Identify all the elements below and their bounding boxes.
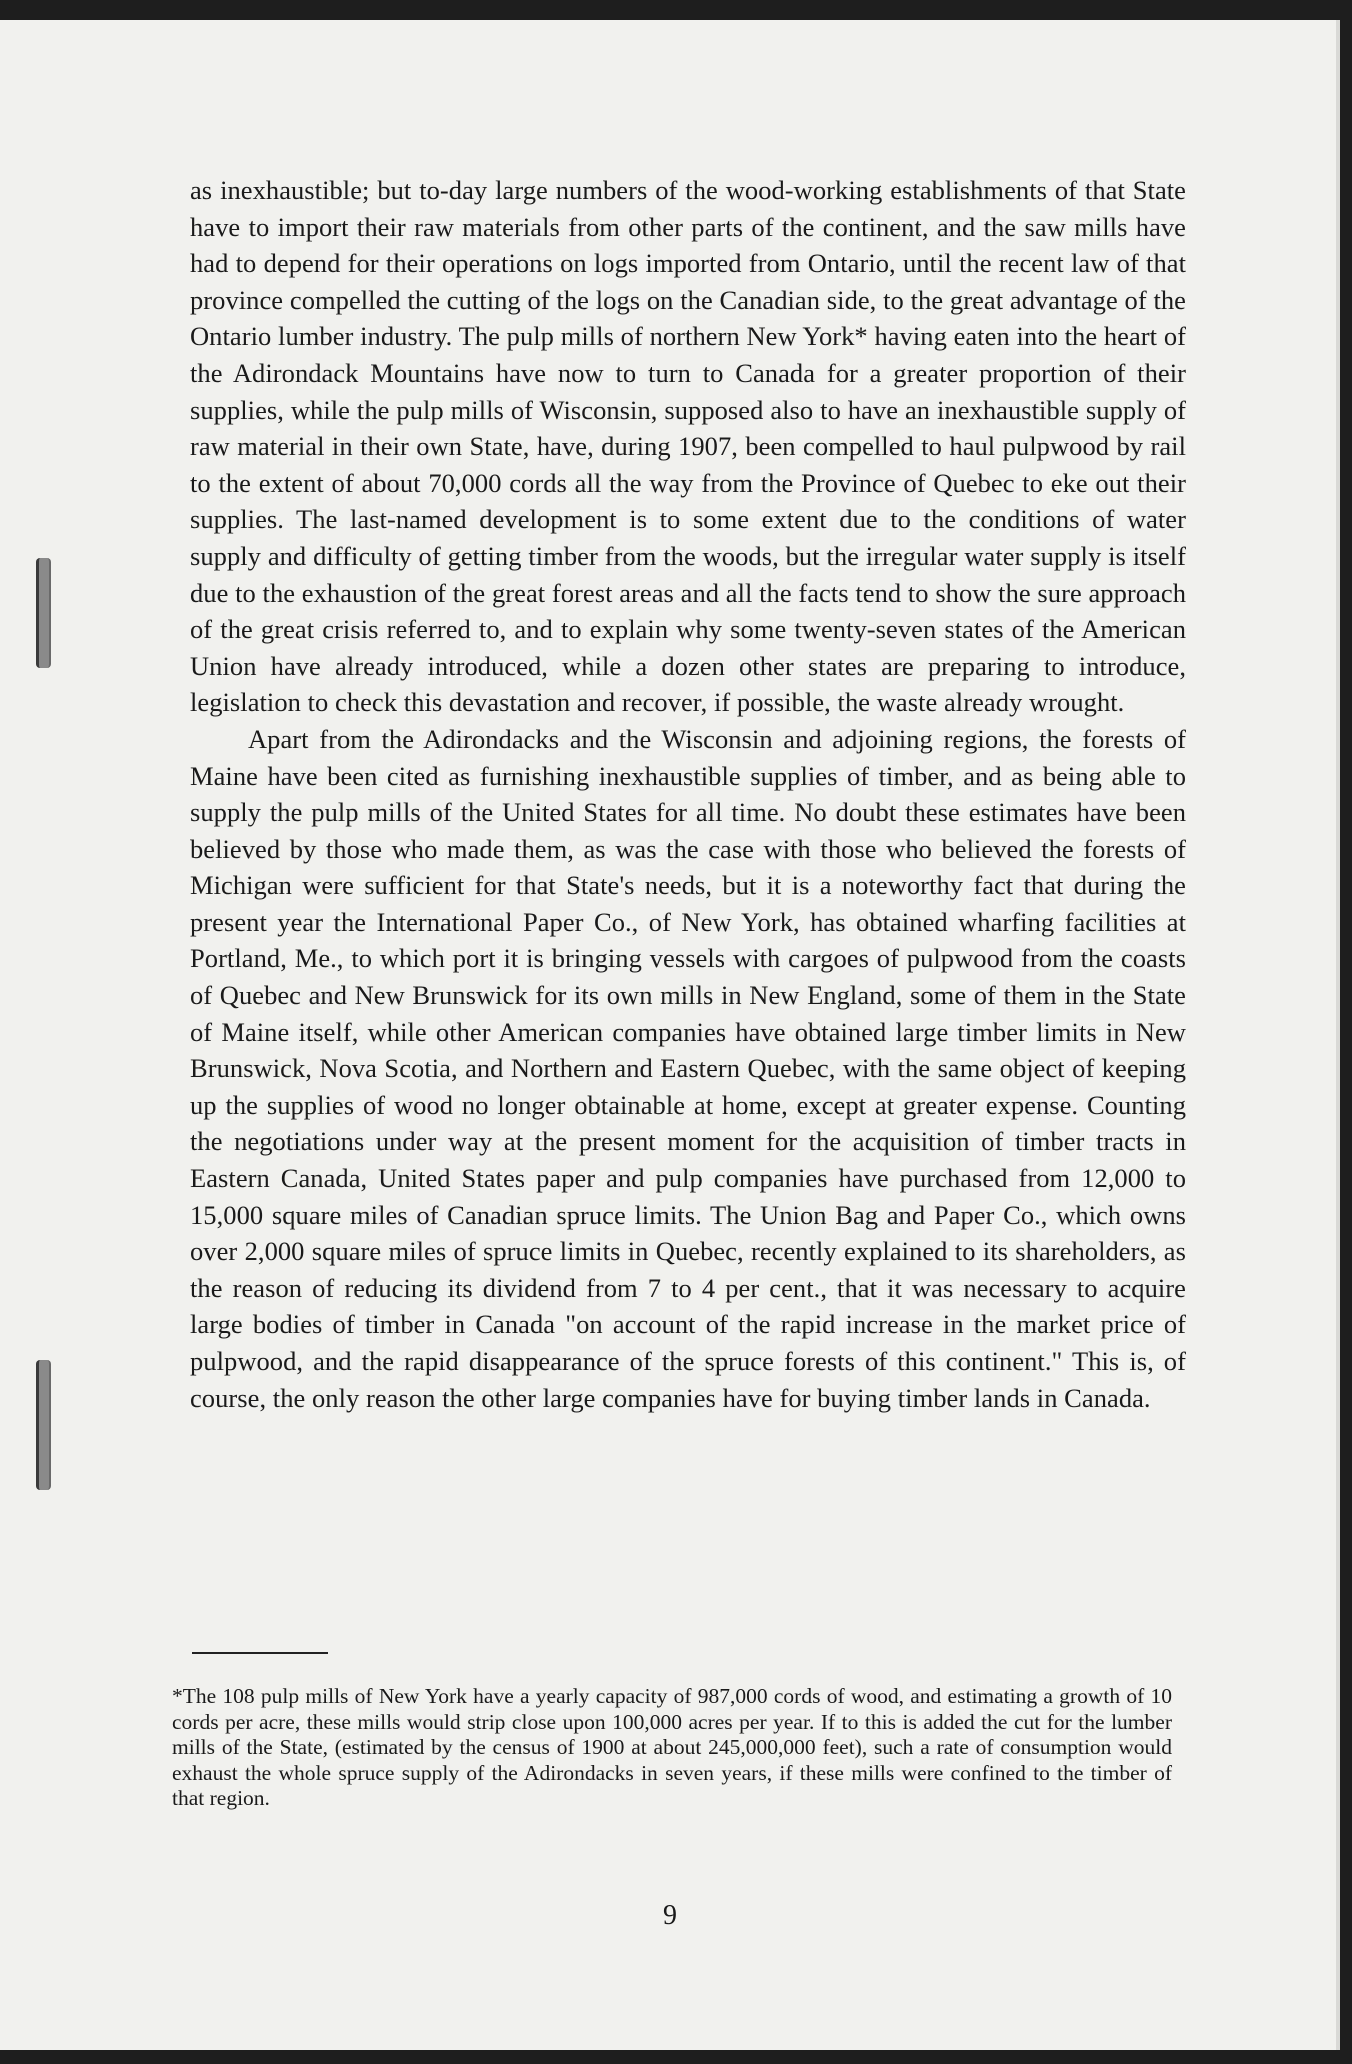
binding-clip-icon [36,1360,51,1490]
paragraph-2: Apart from the Adirondacks and the Wisconsin and adjoining regions, the forests of Maine have been cited as furnishing inexhaustible supplies of timber, and as being able to supply the pulp mills of the United States for all time. No doubt these estimates have been believed by those who made them, as was the case with those who believed the forests of Michigan were sufficient for that State's needs, but it is a noteworthy fact that during the present year the International Paper Co., of New York, has obtained wharfing facilities at Portland, Me., to which port it is bringing vessels with cargoes of pulpwood from the coasts of Quebec and New Brunswick for its own mills in New England, some of them in the State of Maine itself, while other American companies have obtained large timber limits in New Brunswick, Nova Scotia, and Northern and Eastern Quebec, with the same object of keeping up the supplies of wood no longer obtainable at home, except at greater expense. Counting the negotiations under way at the present moment for the acquisition of timber tracts in Eastern Canada, United States paper and pulp companies have purchased from 12,000 to 15,000 square miles of Canadian spruce limits. The Union Bag and Paper Co., which owns over 2,000 square miles of spruce limits in Quebec, recently explained to its shareholders, as the reason of reducing its dividend from 7 to 4 per cent., that it was necessary to acquire large bodies of timber in Canada "on account of the rapid increase in the market price of pulpwood, and the rapid disappearance of the spruce forests of this continent." This is, of course, the only reason the other large companies have for buying timber lands in Canada. [190,723,1186,1413]
footnote-divider [192,1652,328,1654]
page-number: 9 [663,1900,677,1931]
binding-clip-icon [36,558,51,668]
footnote: *The 108 pulp mills of New York have a yearly capacity of 987,000 cords of wood, and estimating a growth of 10 cords per acre, these mills would strip close upon 100,000 acres per year. If to this is added the cut for the lumber mills of the State, (estimated by the census of 1900 at about 245,000,000 feet), such a rate of consumption would exhaust the whole spruce supply of the Adirondacks in seven years, if these mills were confined to the timber of that region. [172,1684,1172,1810]
body-text [190,172,1186,1416]
paragraph-1: as inexhaustible; but to-day large numbers of the wood-working establishments of that State have to import their raw materials from other parts of the continent, and the saw mills have had to depend for their operations on logs imported from Ontario, until the recent law of that province compelled the cutting of the logs on the Canadian side, to the great advantage of the Ontario lumber industry. The pulp mills of northern New York* having eaten into the heart of the Adirondack Mountains have now to turn to Canada for a greater proportion of their supplies, while the pulp mills of Wisconsin, supposed also to have an inexhaustible supply of raw material in their own State, have, during 1907, been compelled to haul pulpwood by rail to the extent of about 70,000 cords all the way from the Province of Quebec to eke out their supplies. The last-named development is to some extent due to the conditions of water supply and difficulty of getting timber from the woods, but the irregular water supply is itself due to the exhaustion of the great forest areas and all the facts tend to show the sure approach of the great crisis referred to, and to explain why some twenty-seven states of the American Union have already introduced, while a dozen other states are preparing to introduce, legislation to check this devastation and recover, if possible, the waste already wrought. [190,175,1186,718]
book-page [0,20,1340,2050]
